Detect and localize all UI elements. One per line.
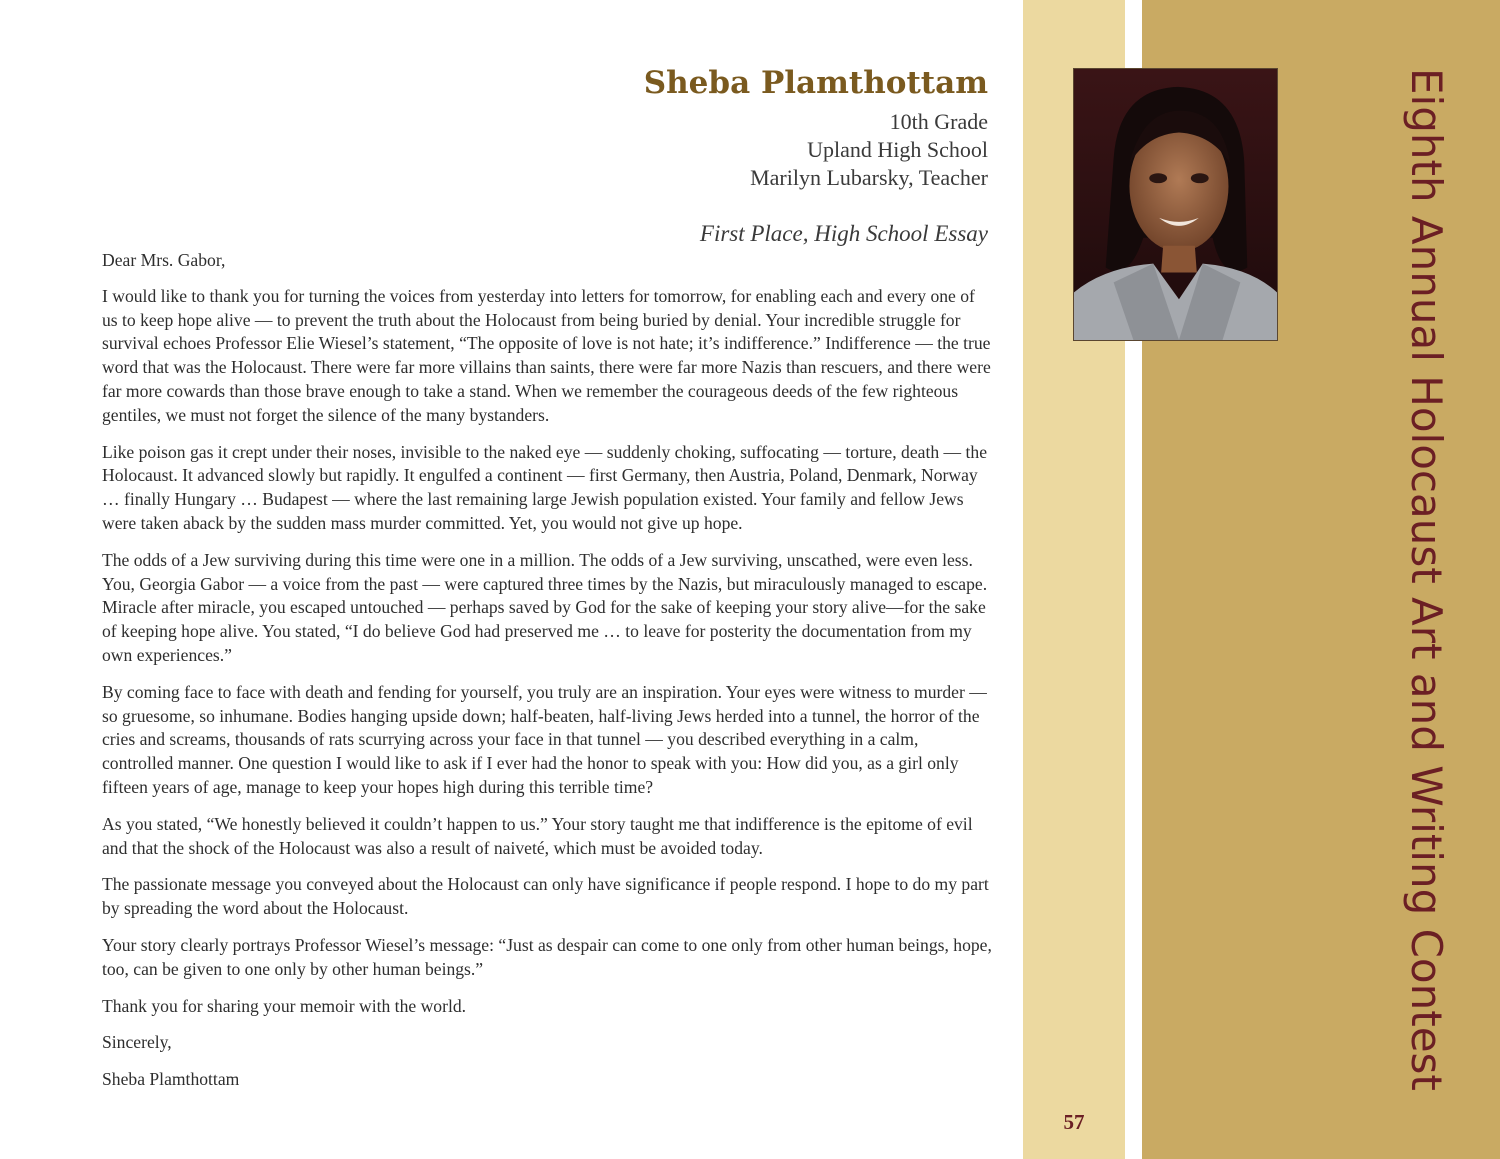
signature: Sheba Plamthottam <box>102 1069 240 1090</box>
letter-body <box>102 249 994 1105</box>
author-photo <box>1073 68 1278 341</box>
school-line: Upland High School <box>807 137 988 162</box>
author-name: Sheba Plamthottam <box>643 65 988 101</box>
letter-paragraph: The odds of a Jew surviving during this time were one in a million. The odds of a Jew surviving, unscathed, were even less. You, Georgia Gabor — a voice from the past — were captured three times by the Nazis, but miraculously managed to escape. Miracle after miracle, you escaped untouched — perhaps saved by God for the sake of keeping your story alive—for the sake of keeping hope alive. You stated, “I do believe God had preserved me … to leave for posterity the documentation from my own experiences.” <box>102 549 988 665</box>
salutation: Dear Mrs. Gabor, <box>102 250 226 270</box>
grade-line: 10th Grade <box>889 109 988 134</box>
page-number: 57 <box>1063 1110 1085 1134</box>
letter-paragraph: I would like to thank you for turning the voices from yesterday into letters for tomorrow, for enabling each and every one of us to keep hope alive — to prevent the truth about the Holocaust from being buried by denial. Your incredible struggle for survival echoes Professor Elie Wiesel’s statement, “The opposite of love is not hate; it’s indifference.” Indifference — the true word that was the Holocaust. There were far more villains than saints, there were far more Nazis than rescuers, and there were far more cowards than those brave enough to take a stand. When we remember the courageous deeds of the few righteous gentiles, we must not forget the silence of the many bystanders. <box>102 285 991 425</box>
letter-paragraph: By coming face to face with death and fending for yourself, you truly are an inspiration. Your eyes were witness to murder — so gruesome, so inhumane. Bodies hanging upside down; half-beaten, half-living Jews herded into a tunnel, the horror of the cries and screams, thousands of rats scurrying across your face in that tunnel — you described everything in a calm, controlled manner. One question I would like to ask if I ever had the honor to speak with you: How did you, as a girl only fifteen years of age, manage to keep your hopes high during this terrible time? <box>102 681 987 797</box>
letter-paragraph: As you stated, “We honestly believed it couldn’t happen to us.” Your story taught me that indifference is the epitome of evil and that the shock of the Holocaust was also a result of naiveté, which must be avoided today. <box>102 813 973 858</box>
teacher-line: Marilyn Lubarsky, Teacher <box>750 165 988 190</box>
letter-paragraph: Your story clearly portrays Professor Wiesel’s message: “Just as despair can come to one only from other human beings, hope, too, can be given to one only by other human beings.” <box>102 934 992 979</box>
letter-paragraph: Thank you for sharing your memoir with the world. <box>102 995 467 1016</box>
contest-title: Eighth Annual Holocaust Art and Writing Contest <box>1402 68 1451 1091</box>
essay-header <box>580 62 988 248</box>
letter-paragraph: Like poison gas it crept under their noses, invisible to the naked eye — suddenly choking, suffocating — torture, death — the Holocaust. It advanced slowly but rapidly. It engulfed a continent — first Germany, then Austria, Poland, Denmark, Norway … finally Hungary … Budapest — where the last remaining large Jewish population existed. Your family and fellow Jews were taken aback by the sudden mass murder committed. Yet, you would not give up hope. <box>102 441 988 533</box>
portrait-image <box>1074 69 1277 340</box>
closing: Sincerely, <box>102 1032 172 1053</box>
award-line: First Place, High School Essay <box>699 221 988 246</box>
letter-paragraph: The passionate message you conveyed about the Holocaust can only have significance if people respond. I hope to do my part by spreading the word about the Holocaust. <box>102 874 989 919</box>
